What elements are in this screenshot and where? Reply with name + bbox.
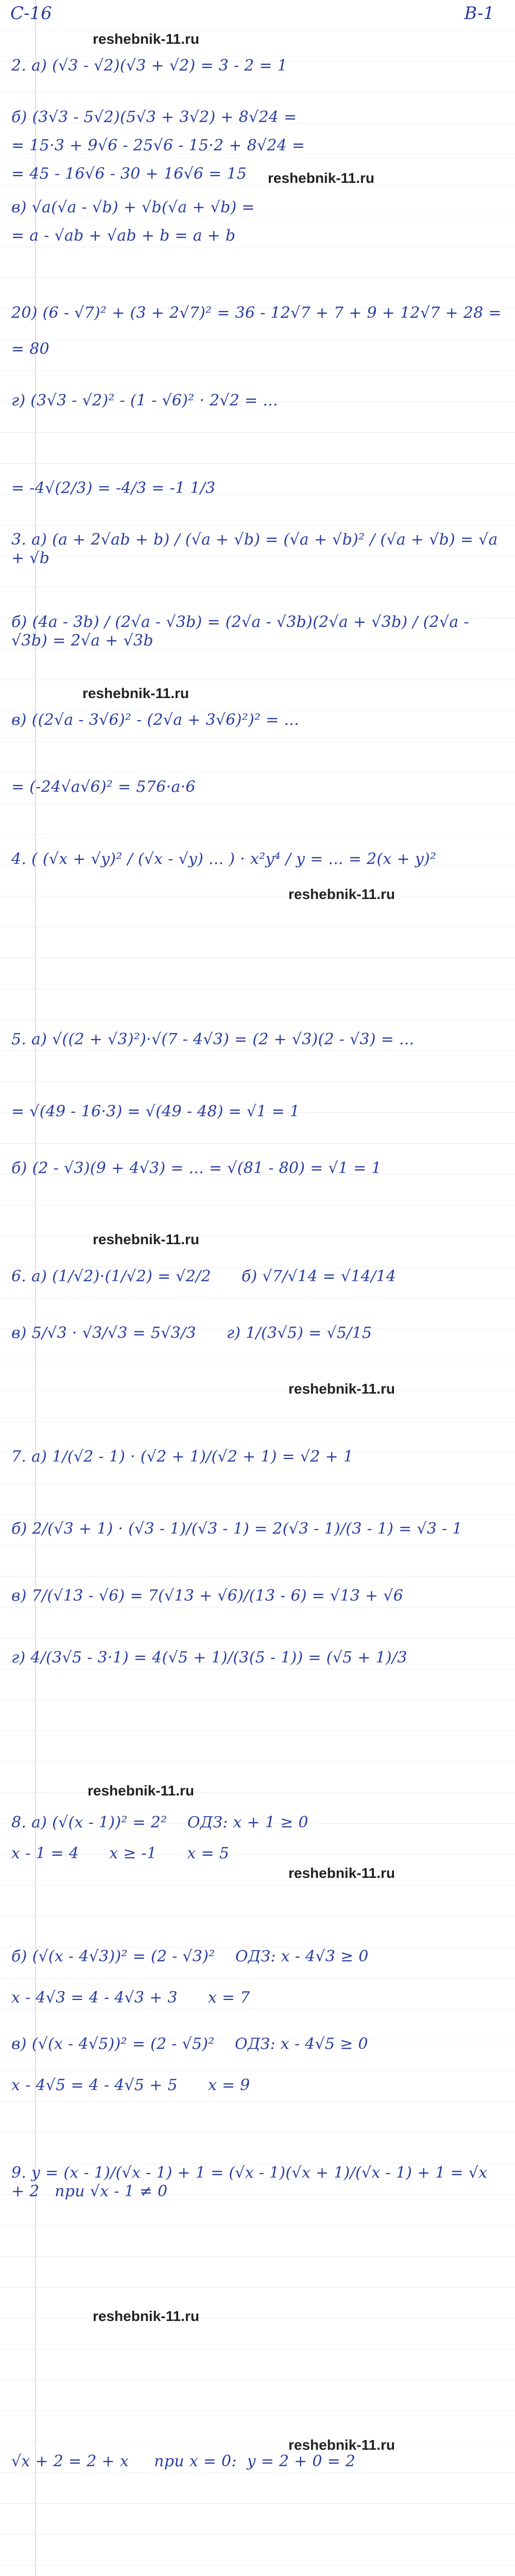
hw-line: 7. а) 1/(√2 - 1) · (√2 + 1)/(√2 + 1) = √2 + 1	[11, 1448, 354, 1466]
hw-line: в) 5/√3 · √3/√3 = 5√3/3 г) 1/(3√5) = √5/15	[11, 1324, 372, 1342]
hw-line: √x + 2 = 2 + x при x = 0: y = 2 + 0 = 2	[11, 2452, 356, 2470]
hw-line: = 80	[11, 340, 50, 358]
hw-line: = 45 - 16√6 - 30 + 16√6 = 15	[11, 165, 247, 183]
watermark: reshebnik-11.ru	[88, 1783, 194, 1799]
hw-line: = √(49 - 16·3) = √(49 - 48) = √1 = 1	[11, 1103, 300, 1121]
hw-line: x - 4√5 = 4 - 4√5 + 5 x = 9	[11, 2076, 250, 2094]
hw-line: 3. a) (a + 2√ab + b) / (√a + √b) = (√a + √b)² / (√a + √b) = √a + √b	[11, 531, 503, 567]
hw-line: в) ((2√a - 3√6)² - (2√a + 3√6)²)² = ...	[11, 711, 299, 729]
hw-line: = (-24√a√6)² = 576·a·6	[11, 778, 196, 796]
watermark: reshebnik-11.ru	[288, 1865, 395, 1881]
hw-line: 4. ( (√x + √y)² / (√x - √y) ... ) · x²y⁴ / y = ... = 2(x + y)²	[11, 850, 437, 868]
hw-line: в) 7/(√13 - √6) = 7(√13 + √6)/(13 - 6) = √13 + √6	[11, 1587, 404, 1605]
watermark: reshebnik-11.ru	[93, 31, 199, 47]
hw-line: 9. y = (x - 1)/(√x - 1) + 1 = (√x - 1)(√x + 1)/(√x - 1) + 1 = √x + 2 при √x - 1 ≠ 0	[11, 2164, 493, 2200]
hw-line: x - 4√3 = 4 - 4√3 + 3 x = 7	[11, 1989, 250, 2007]
page-label-left: C-16	[10, 3, 52, 24]
watermark: reshebnik-11.ru	[268, 170, 374, 186]
hw-line: x - 1 = 4 x ≥ -1 x = 5	[11, 1844, 230, 1862]
hw-line: 5. а) √((2 + √3)²)·√(7 - 4√3) = (2 + √3)(2 - √3) = ...	[11, 1030, 415, 1048]
watermark: reshebnik-11.ru	[93, 1231, 199, 1247]
hw-line: б) (4a - 3b) / (2√a - √3b) = (2√a - √3b)(2√a + √3b) / (2√a - √3b) = 2√a + √3b	[11, 613, 474, 650]
hw-line: в) (√(x - 4√5))² = (2 - √5)² ОДЗ: x - 4√5 ≥ 0	[11, 2035, 368, 2053]
hw-line: б) (√(x - 4√3))² = (2 - √3)² ОДЗ: x - 4√3 ≥ 0	[11, 1947, 369, 1965]
hw-line: в) √a(√a - √b) + √b(√a + √b) =	[11, 198, 255, 216]
hw-line: 2. a) (√3 - √2)(√3 + √2) = 3 - 2 = 1	[11, 57, 288, 75]
hw-line: б) (3√3 - 5√2)(5√3 + 3√2) + 8√24 =	[11, 108, 297, 126]
hw-line: г) (3√3 - √2)² - (1 - √6)² · 2√2 = ...	[11, 392, 278, 410]
watermark: reshebnik-11.ru	[82, 685, 189, 701]
hw-line: г) 4/(3√5 - 3·1) = 4(√5 + 1)/(3(5 - 1)) = (√5 + 1)/3	[11, 1649, 407, 1667]
hw-line: б) 2/(√3 + 1) · (√3 - 1)/(√3 - 1) = 2(√3 - 1)/(3 - 1) = √3 - 1	[11, 1520, 462, 1538]
hw-line: 20) (6 - √7)² + (3 + 2√7)² = 36 - 12√7 + 7 + 9 + 12√7 + 28 =	[11, 304, 502, 322]
hw-line: = a - √ab + √ab + b = a + b	[11, 227, 236, 245]
hw-line: 8. а) (√(x - 1))² = 2² ОДЗ: x + 1 ≥ 0	[11, 1814, 308, 1832]
watermark: reshebnik-11.ru	[288, 886, 395, 902]
watermark: reshebnik-11.ru	[288, 1381, 395, 1397]
hw-line: = -4√(2/3) = -4/3 = -1 1/3	[11, 479, 216, 497]
hw-line: б) (2 - √3)(9 + 4√3) = ... = √(81 - 80) = √1 = 1	[11, 1159, 382, 1177]
watermark: reshebnik-11.ru	[288, 2437, 395, 2453]
watermark: reshebnik-11.ru	[93, 2308, 199, 2324]
hw-line: 6. а) (1/√2)·(1/√2) = √2/2 б) √7/√14 = √14/14	[11, 1267, 397, 1285]
hw-line: = 15·3 + 9√6 - 25√6 - 15·2 + 8√24 =	[11, 137, 305, 155]
page-label-right: B-1	[464, 3, 494, 24]
